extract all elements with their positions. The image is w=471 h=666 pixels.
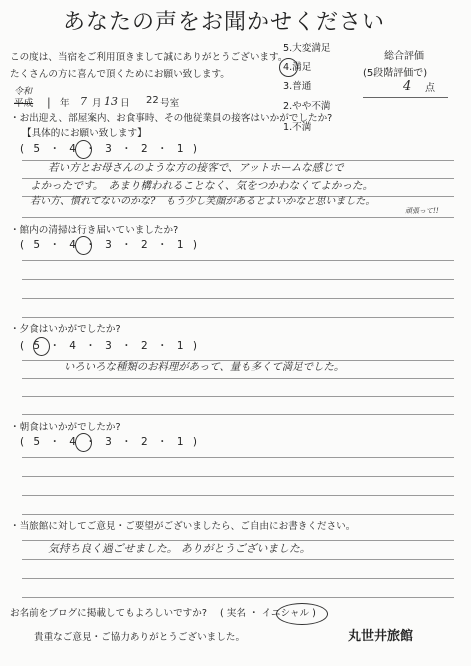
era-handwritten: 令和 <box>14 87 33 97</box>
q1-answer-line-1: 若い方とお母さんのような方の接客で、アットホームな感じで <box>48 162 344 174</box>
q2-line-2 <box>22 279 454 280</box>
q5-line-1 <box>22 540 454 541</box>
year-value: | <box>47 96 51 109</box>
year-suffix: 年 <box>60 98 70 109</box>
room-suffix: 号室 <box>160 98 180 109</box>
day-suffix: 日 <box>120 98 130 109</box>
q4-line-1 <box>22 457 454 458</box>
era-printed-struck: 平成 <box>14 98 34 109</box>
overall-sub: (5段階評価で) <box>363 68 428 79</box>
q3-answer-line-1: いろいろな種類のお料理があって、量も多くて満足でした。 <box>64 361 345 373</box>
q1-line-4 <box>22 217 454 218</box>
scale-item-3: 3.普通 <box>283 81 312 92</box>
selected-scale-circle <box>279 58 298 77</box>
q1-selected-circle <box>75 140 92 159</box>
page-title: あなたの声をお聞かせください <box>63 10 386 35</box>
q1-answer-note: 頑張って!! <box>405 207 439 215</box>
q2-line-1 <box>22 260 454 261</box>
blog-question: お名前をブログに掲載してもよろしいですか? <box>10 608 207 619</box>
q2-line-4 <box>22 317 454 318</box>
q4-line-4 <box>22 514 454 515</box>
q4-selected-circle <box>75 433 92 452</box>
intro-line-2: たくさんの方に喜んで頂くためにお願い致します。 <box>10 69 230 80</box>
q1-sub: 【具体的にお願い致します】 <box>22 128 147 139</box>
scale-item-1: 1.不満 <box>283 122 312 133</box>
q4-line-3 <box>22 495 454 496</box>
room-value: 22 <box>146 95 159 106</box>
month-suffix: 月 <box>92 98 102 109</box>
q1-answer-line-2: よかったです。 あまり構われることなく、気をつかわなくてよかった。 <box>30 180 374 192</box>
q4-line-2 <box>22 476 454 477</box>
scale-item-4: 4.満足 <box>283 62 312 73</box>
name-option-selected-circle <box>276 603 328 625</box>
q5-question: ・当旅館に対してご意見・ご要望がございましたら、ご自由にお書きください。 <box>10 521 356 532</box>
q1-scale: ( 5 ・ 4 ・ 3 ・ 2 ・ 1 ) <box>20 143 200 155</box>
month-value: 7 <box>80 95 87 108</box>
q1-answer-line-3: 若い方、慣れてないのかな? もう少し笑顔があるとよいかなと思いました。 <box>30 196 376 207</box>
name-options: ( 実名 ・ イニシャル ) <box>220 608 316 619</box>
q3-question: ・夕食はいかがでしたか? <box>10 324 121 335</box>
q5-line-3 <box>22 578 454 579</box>
q1-line-2 <box>22 178 454 179</box>
thanks-text: 貴重なご意見・ご協力ありがとうございました。 <box>34 632 246 643</box>
q2-selected-circle <box>75 236 92 255</box>
q5-line-2 <box>22 559 454 560</box>
q1-line-1 <box>22 160 454 161</box>
q4-scale: ( 5 ・ 4 ・ 3 ・ 2 ・ 1 ) <box>20 436 200 448</box>
q2-scale: ( 5 ・ 4 ・ 3 ・ 2 ・ 1 ) <box>20 239 200 251</box>
q3-selected-circle <box>33 337 50 356</box>
overall-label: 総合評価 <box>384 51 424 62</box>
overall-score: 4 <box>403 79 412 94</box>
scale-item-2: 2.やや不満 <box>283 101 331 112</box>
q2-question: ・館内の清掃は行き届いていましたか? <box>10 225 179 236</box>
q2-line-3 <box>22 298 454 299</box>
day-value: 13 <box>104 95 118 108</box>
overall-unit: 点 <box>425 83 435 94</box>
scale-item-5: 5.大変満足 <box>283 43 331 54</box>
q3-line-3 <box>22 396 454 397</box>
q1-question: ・お出迎え、部屋案内、お食事時、その他従業員の接客はいかがでしたか? <box>10 113 333 124</box>
q5-line-4 <box>22 597 454 598</box>
overall-underline <box>363 97 448 98</box>
intro-line-1: この度は、当宿をご利用頂きまして誠にありがとうございます。 <box>10 52 288 63</box>
q3-line-4 <box>22 414 454 415</box>
q3-scale: ( 5 ・ 4 ・ 3 ・ 2 ・ 1 ) <box>20 340 200 352</box>
inn-name: 丸世井旅館 <box>348 629 414 644</box>
q5-answer-line-1: 気持ち良く過ごせました。 ありがとうございました。 <box>48 542 311 555</box>
q4-question: ・朝食はいかがでしたか? <box>10 422 121 433</box>
q3-line-2 <box>22 378 454 379</box>
